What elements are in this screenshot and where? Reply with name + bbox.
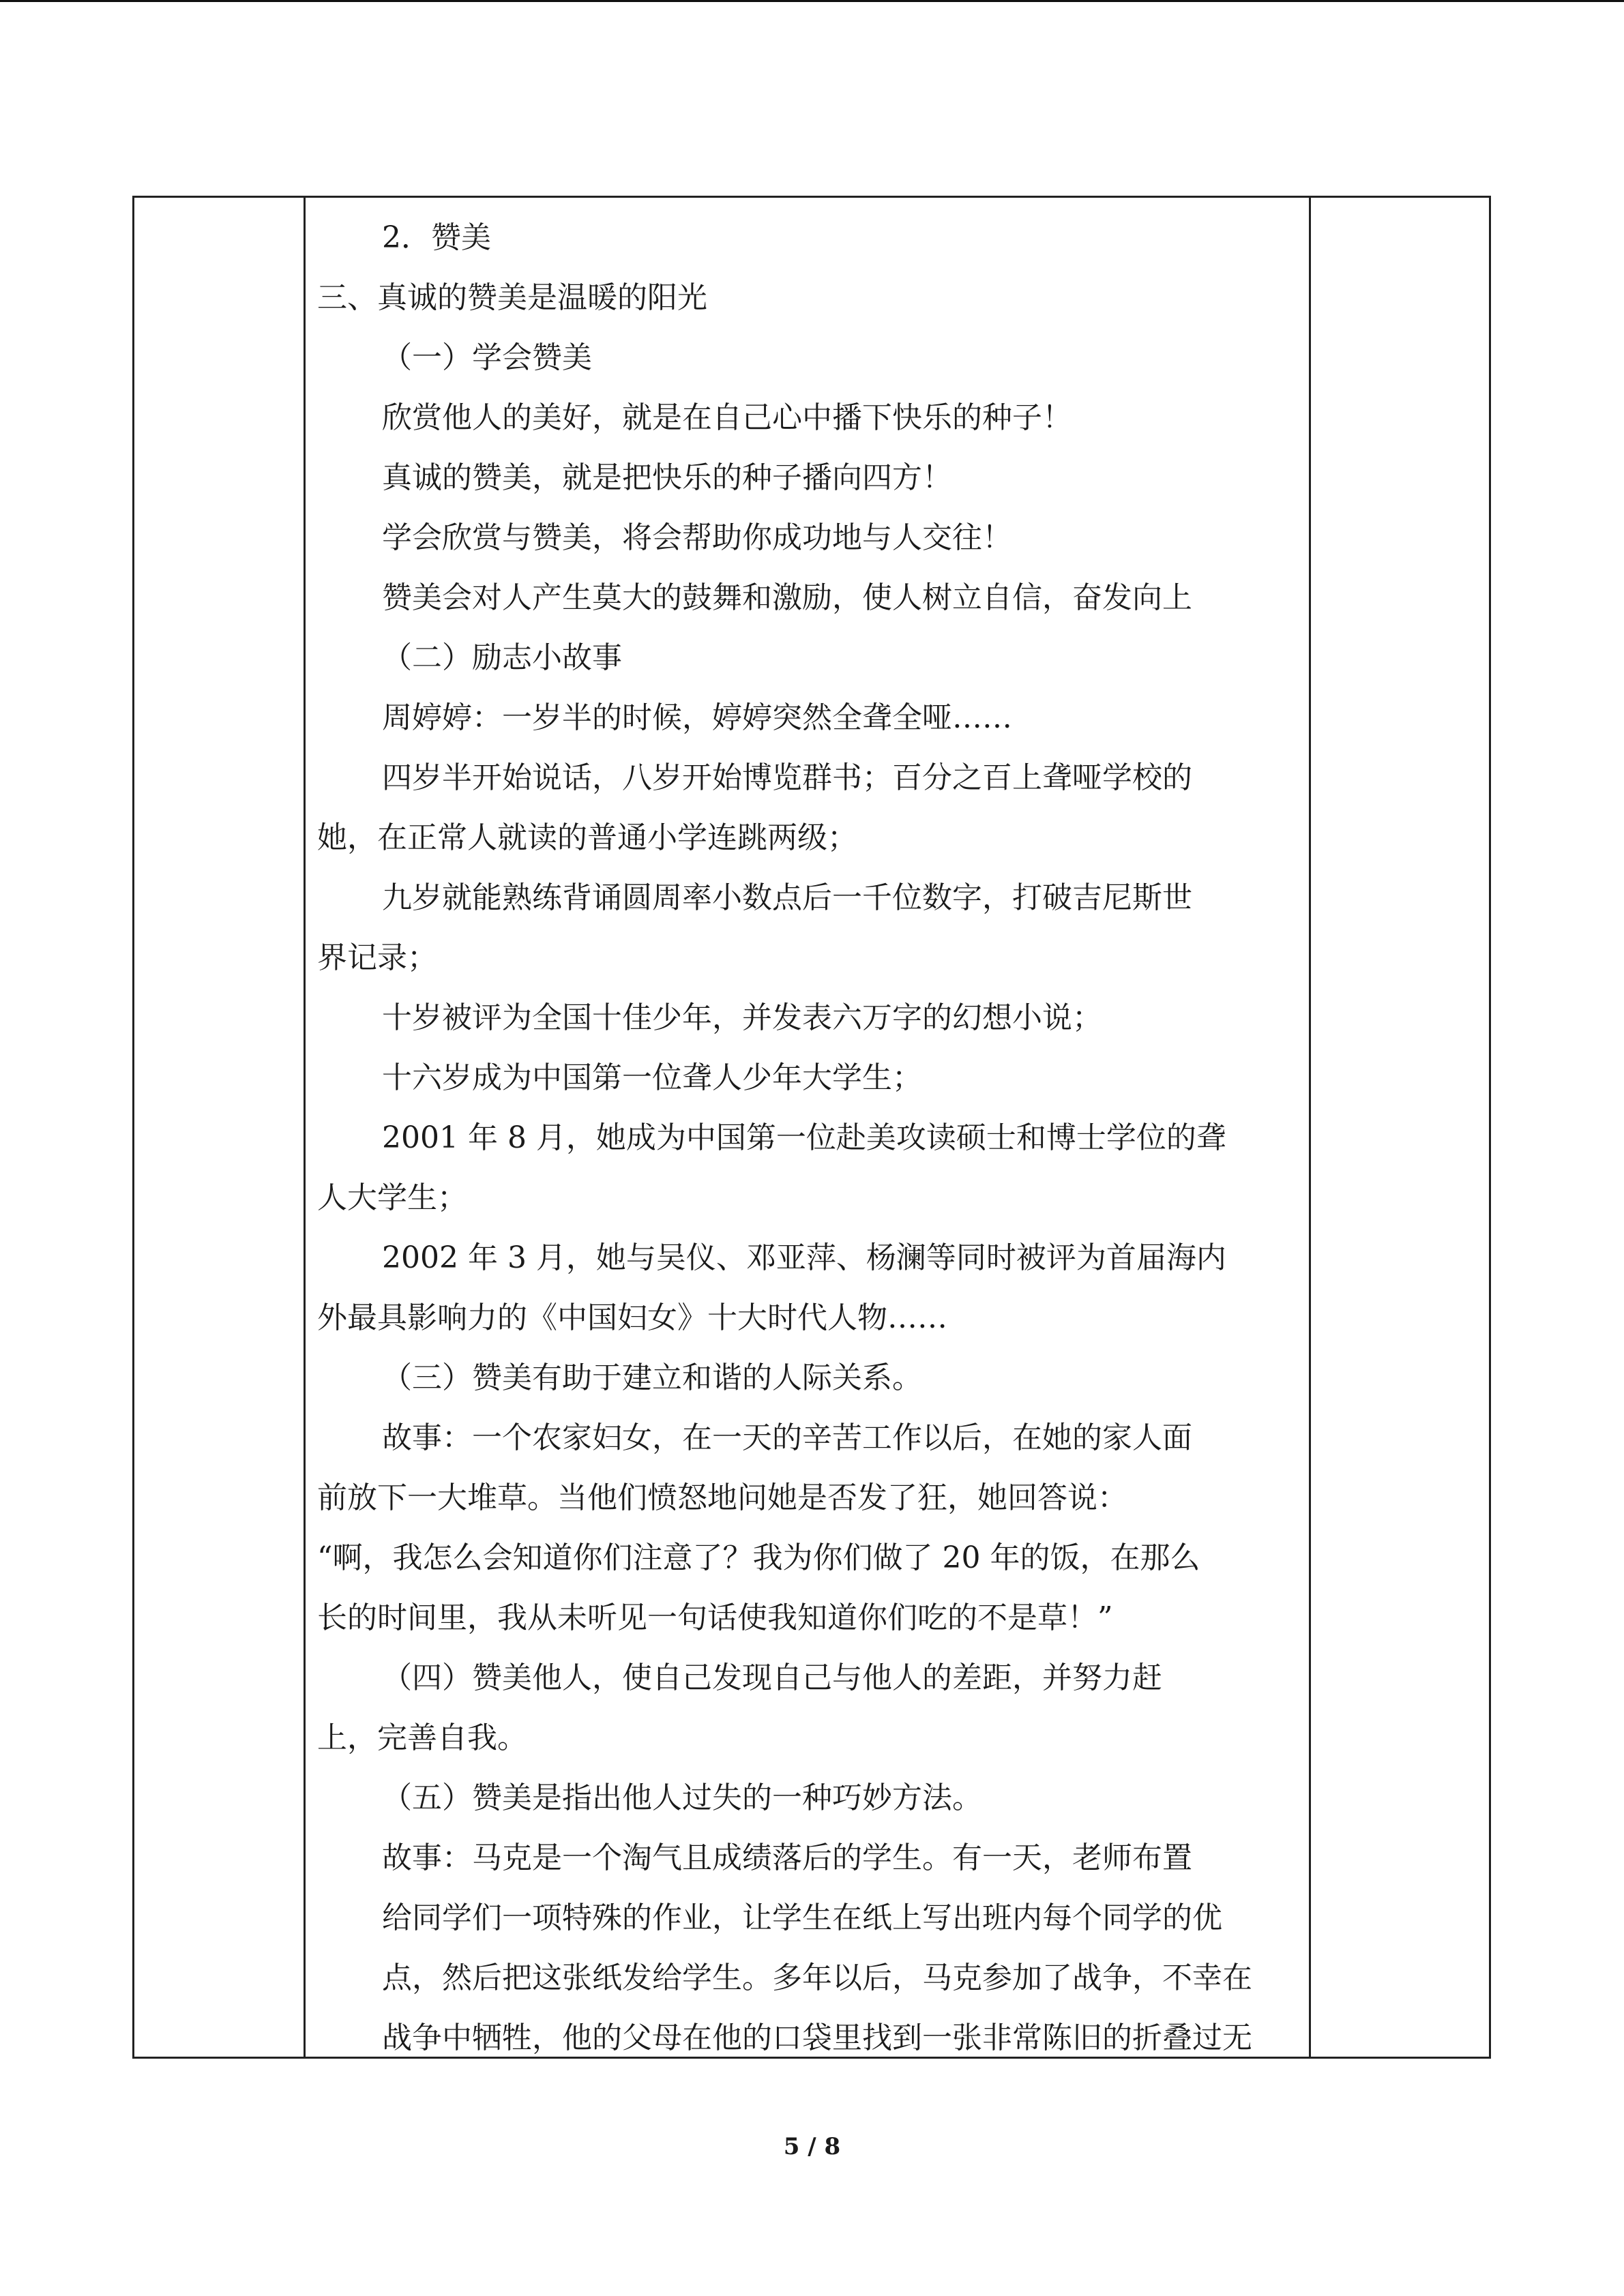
table-column-divider-left <box>304 198 306 2057</box>
text-line: 赞美会对人产生莫大的鼓舞和激励，使人树立自信，奋发向上 <box>382 580 1192 615</box>
text-line: 前放下一大堆草。当他们愤怒地问她是否发了狂，她回答说： <box>317 1480 1127 1515</box>
subsection-heading: （三）赞美有助于建立和谐的人际关系。 <box>382 1360 922 1395</box>
lesson-content-cell <box>317 208 1286 2068</box>
text-line: 四岁半开始说话，八岁开始博览群书；百分之百上聋哑学校的 <box>382 760 1192 795</box>
text-line: 外最具影响力的《中国妇女》十大时代人物…… <box>317 1300 947 1335</box>
text-line: 人大学生； <box>317 1180 467 1215</box>
text-line: 战争中牺牲，他的父母在他的口袋里找到一张非常陈旧的折叠过无 <box>382 2021 1252 2055</box>
text-line: 真诚的赞美，就是把快乐的种子播向四方！ <box>382 460 952 495</box>
subsection-heading: （四）赞美他人，使自己发现自己与他人的差距，并努力赶 <box>382 1660 1162 1695</box>
text-line: 学会欣赏与赞美，将会帮助你成功地与人交往！ <box>382 520 1012 555</box>
page-top-border <box>0 0 1624 2</box>
page-number: 5 / 8 <box>783 2133 841 2160</box>
text-line: 故事：一个农家妇女，在一天的辛苦工作以后，在她的家人面 <box>382 1420 1192 1455</box>
subsection-heading: （一）学会赞美 <box>382 340 592 375</box>
text-line: 2002 年 3 月，她与吴仪、邓亚萍、杨澜等同时被评为首届海内 <box>382 1240 1226 1275</box>
text-line: 界记录； <box>317 940 437 975</box>
text-line: 十六岁成为中国第一位聋人少年大学生； <box>382 1060 922 1095</box>
section-heading: 三、真诚的赞美是温暖的阳光 <box>317 280 707 315</box>
table-column-divider-right <box>1309 198 1311 2057</box>
text-line: 2001 年 8 月，她成为中国第一位赴美攻读硕士和博士学位的聋 <box>382 1120 1226 1155</box>
text-line: 欣赏他人的美好，就是在自己心中播下快乐的种子！ <box>382 400 1072 435</box>
text-line: 点，然后把这张纸发给学生。多年以后，马克参加了战争，不幸在 <box>382 1960 1252 1995</box>
text-line: 上，完善自我。 <box>317 1720 527 1755</box>
text-line: 给同学们一项特殊的作业，让学生在纸上写出班内每个同学的优 <box>382 1900 1222 1935</box>
subsection-heading: （二）励志小故事 <box>382 640 622 675</box>
text-line: 2．赞美 <box>382 220 491 255</box>
text-line: 周婷婷：一岁半的时候，婷婷突然全聋全哑…… <box>382 700 1012 735</box>
text-line: 她，在正常人就读的普通小学连跳两级； <box>317 820 857 855</box>
text-line: 九岁就能熟练背诵圆周率小数点后一千位数字，打破吉尼斯世 <box>382 880 1192 915</box>
text-line: 十岁被评为全国十佳少年，并发表六万字的幻想小说； <box>382 1000 1102 1035</box>
text-line: 长的时间里，我从未听见一句话使我知道你们吃的不是草！” <box>317 1600 1113 1635</box>
text-line: “啊，我怎么会知道你们注意了？我为你们做了 20 年的饭，在那么 <box>317 1540 1200 1575</box>
text-line: 故事：马克是一个淘气且成绩落后的学生。有一天，老师布置 <box>382 1840 1192 1875</box>
subsection-heading: （五）赞美是指出他人过失的一种巧妙方法。 <box>382 1780 982 1815</box>
